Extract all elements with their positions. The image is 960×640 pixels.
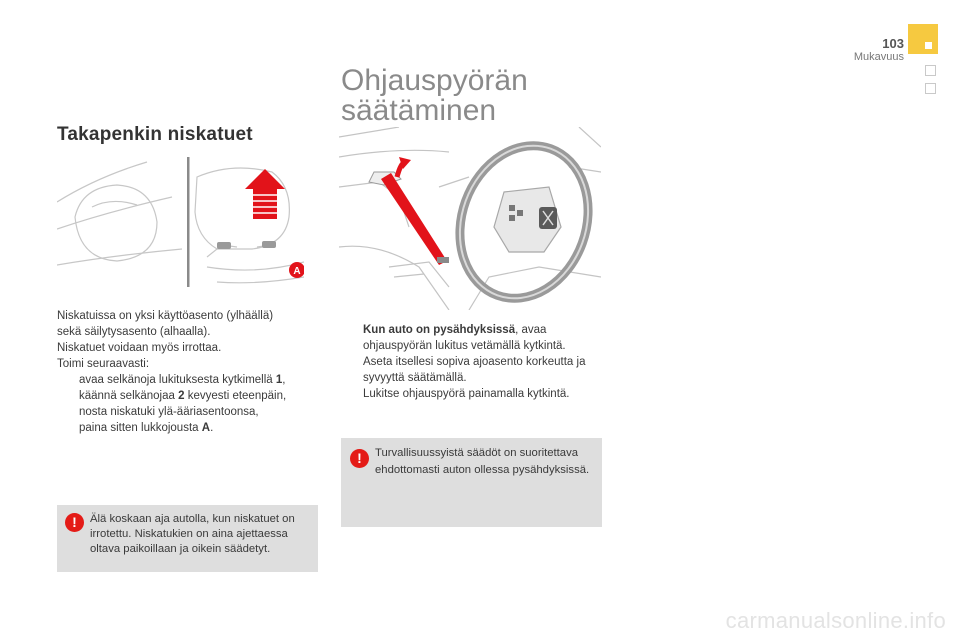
headrest-steps bbox=[57, 372, 319, 436]
intro-line: Niskatuet voidaan myös irrottaa. bbox=[57, 342, 222, 354]
section-name: Mukavuus bbox=[853, 51, 904, 63]
section-tab-active[interactable] bbox=[908, 24, 938, 54]
watermark: carmanualsonline.info bbox=[725, 608, 946, 633]
warning-text: Älä koskaan aja autolla, kun niskatuet on irrotettu. Niskatukien on aina ajettaessa oltava paikoillaan ja oikein säädetyt. bbox=[90, 513, 295, 555]
headrest-illustration bbox=[57, 157, 304, 287]
figure-label-a: A bbox=[293, 266, 301, 277]
warning-text: Turvallisuussyistä säädöt on suoritettava ehdottomasti auton ollessa pysähdyksissä. bbox=[375, 447, 590, 476]
warning-box-headrest bbox=[57, 505, 318, 572]
list-item: nosta niskatuki ylä-ääriasentoonsa, bbox=[79, 406, 259, 418]
up-arrow-icon bbox=[245, 169, 285, 219]
list-item: avaa selkänoja lukituksesta kytkimellä 1, bbox=[79, 374, 286, 386]
intro-line: Toimi seuraavasti: bbox=[57, 358, 150, 370]
section-title-steering: Ohjauspyörän säätäminen bbox=[341, 64, 528, 127]
pointer-arrow-icon bbox=[381, 173, 447, 265]
intro-line: sekä säilytysasento (alhaalla). bbox=[57, 326, 211, 338]
list-item: käännä selkänojaa 2 kevyesti eteenpäin, bbox=[79, 390, 287, 402]
steering-steps bbox=[341, 322, 603, 402]
headrest-intro bbox=[57, 308, 312, 372]
section-title-headrests: Takapenkin niskatuet bbox=[57, 124, 253, 145]
warning-icon: ! bbox=[350, 449, 369, 468]
list-item: Aseta itsellesi sopiva ajoasento korkeutta ja syvyyttä säätämällä. bbox=[363, 356, 586, 384]
section-tab-3[interactable] bbox=[925, 83, 936, 94]
warning-box-steering bbox=[341, 438, 602, 527]
intro-line: Niskatuissa on yksi käyttöasento (ylhäällä) bbox=[57, 310, 274, 322]
list-item: Kun auto on pysähdyksissä, avaa ohjauspyörän lukitus vetämällä kytkintä. bbox=[363, 324, 566, 352]
list-item: paina sitten lukkojousta A. bbox=[79, 422, 214, 434]
warning-icon: ! bbox=[65, 513, 84, 532]
page-number: 103 bbox=[882, 36, 904, 51]
steering-wheel-illustration bbox=[339, 127, 601, 310]
tab-dot bbox=[925, 42, 932, 49]
section-tab-2[interactable] bbox=[925, 65, 936, 76]
list-item: Lukitse ohjauspyörä painamalla kytkintä. bbox=[363, 388, 570, 400]
